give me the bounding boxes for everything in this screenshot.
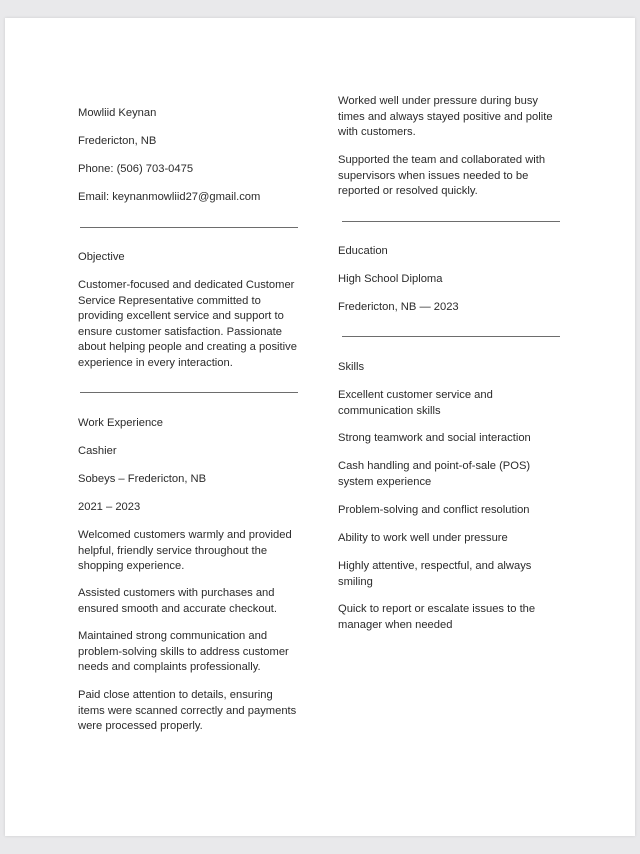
section-divider	[342, 221, 560, 222]
contact-name: Mowliid Keynan	[78, 107, 157, 119]
section-divider	[80, 392, 298, 393]
contact-email: Email: keynanmowliid27@gmail.com	[78, 191, 261, 203]
job-dates: 2021 – 2023	[78, 501, 141, 513]
objective-heading: Objective	[78, 251, 125, 263]
job-bullet: Maintained strong communication and problem-solving skills to address customer needs and complaints professionally.	[78, 630, 289, 673]
education-diploma: High School Diploma	[338, 273, 443, 285]
job-employer: Sobeys – Fredericton, NB	[78, 473, 207, 485]
contact-phone: Phone: (506) 703-0475	[78, 163, 194, 175]
section-divider	[80, 227, 298, 228]
skill-item: Problem-solving and conflict resolution	[338, 504, 530, 516]
skill-item: Cash handling and point-of-sale (POS) system experience	[338, 460, 531, 488]
section-divider	[342, 336, 560, 337]
job-title: Cashier	[78, 445, 117, 457]
objective-text: Customer-focused and dedicated Customer Service Representative committed to providing excellent service and support to ensure customer satisfaction. Passionate about helping people and creating a positive experience in every interaction.	[78, 279, 297, 369]
job-bullet: Paid close attention to details, ensuring items were scanned correctly and payments were processed properly.	[78, 689, 297, 732]
job-bullet: Supported the team and collaborated with supervisors when issues needed to be reported or resolved quickly.	[338, 154, 546, 197]
skill-item: Strong teamwork and social interaction	[338, 432, 531, 444]
job-bullet: Assisted customers with purchases and ensured smooth and accurate checkout.	[78, 587, 278, 615]
skill-item: Quick to report or escalate issues to the manager when needed	[338, 603, 536, 631]
job-bullet: Worked well under pressure during busy times and always stayed positive and polite with customers.	[338, 95, 553, 138]
work-heading: Work Experience	[78, 417, 163, 429]
skill-item: Ability to work well under pressure	[338, 532, 508, 544]
skill-item: Excellent customer service and communication skills	[338, 389, 493, 417]
contact-location: Fredericton, NB	[78, 135, 157, 147]
education-place: Fredericton, NB — 2023	[338, 301, 459, 313]
skill-item: Highly attentive, respectful, and always smiling	[338, 560, 532, 588]
education-heading: Education	[338, 245, 388, 257]
skills-heading: Skills	[338, 361, 365, 373]
resume-page	[5, 18, 635, 836]
job-bullet: Welcomed customers warmly and provided helpful, friendly service throughout the shopping experience.	[78, 529, 292, 572]
